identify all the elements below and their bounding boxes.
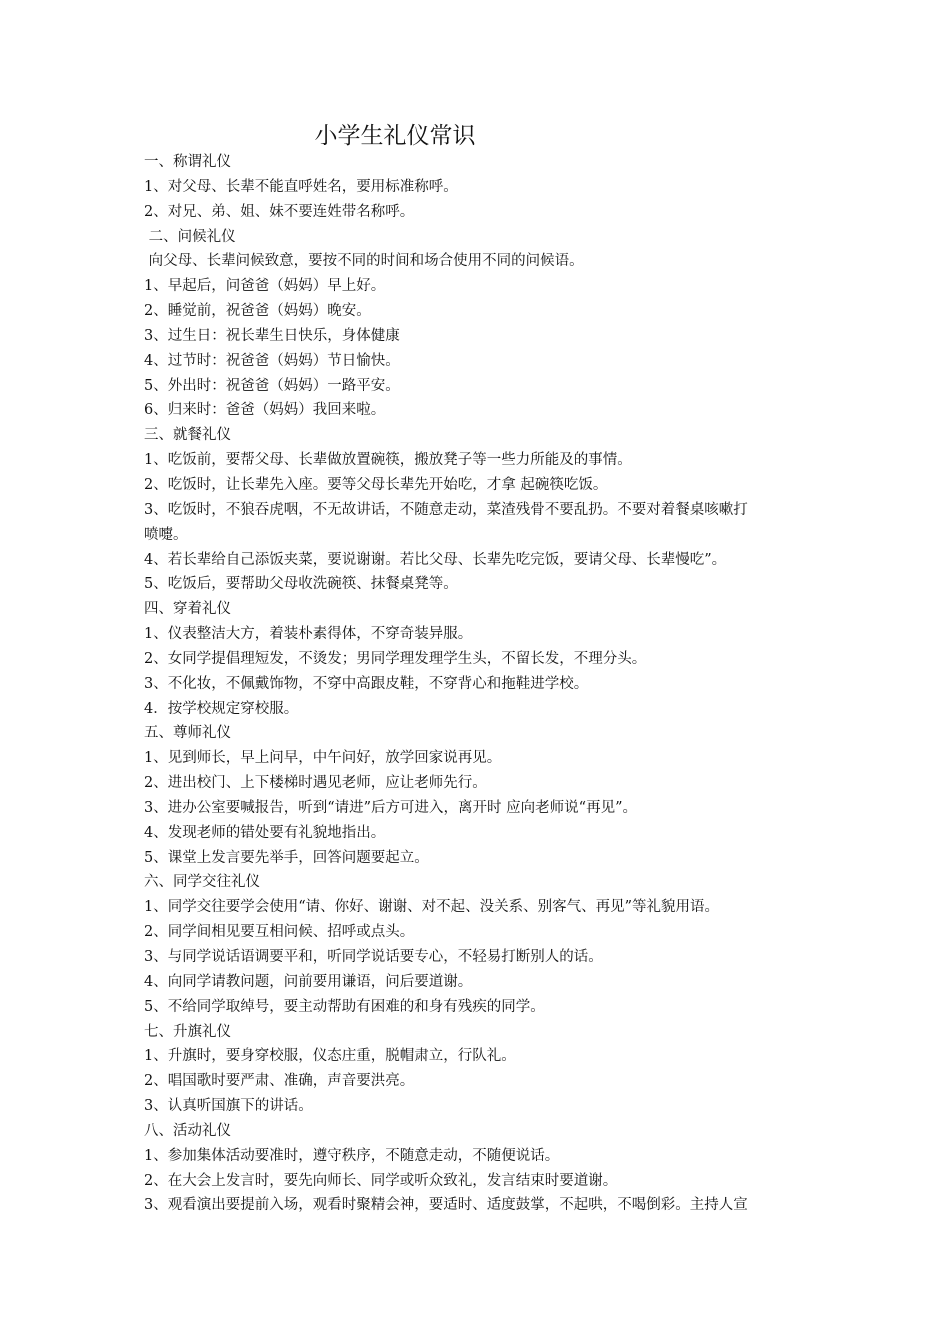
text-line: 喷嚏。 [144,526,188,543]
text-line: 三、就餐礼仪 [144,427,231,444]
text-line: 6、归来时：爸爸（妈妈）我回来啦。 [144,402,386,419]
text-line: 4、若长辈给自己添饭夹菜，要说谢谢。若比父母、长辈先吃完饭，要请父母、长辈慢吃”。 [144,551,727,568]
text-line: 1、吃饭前，要帮父母、长辈做放置碗筷，搬放凳子等一些力所能及的事情。 [144,452,632,469]
text-line: 2、进出校门、上下楼梯时遇见老师，应让老师先行。 [144,775,487,792]
text-line: 5、外出时：祝爸爸（妈妈）一路平安。 [144,377,400,394]
text-line: 4、发现老师的错处要有礼貌地指出。 [144,824,386,841]
text-line: 2、对兄、弟、姐、妹不要连姓带名称呼。 [144,203,415,220]
text-line: 1、同学交往要学会使用“请、你好、谢谢、对不起、没关系、别客气、再见”等礼貌用语。 [144,899,720,916]
text-line: 向父母、长辈问候致意，要按不同的时间和场合使用不同的问候语。 [144,253,584,270]
text-line: 2、吃饭时，让长辈先入座。要等父母长辈先开始吃，才拿 起碗筷吃饭。 [144,476,608,493]
text-line: 3、进办公室要喊报告，听到“请进”后方可进入，离开时 应向老师说“再见”。 [144,799,637,816]
text-line: 1、见到师长，早上问早，中午问好，放学回家说再见。 [144,750,502,767]
text-line: 五、尊师礼仪 [144,725,231,742]
text-line: 1、仪表整洁大方，着装朴素得体，不穿奇装异服。 [144,626,473,643]
text-line: 4、向同学请教问题，问前要用谦语，问后要道谢。 [144,973,473,990]
text-line: 二、问候礼仪 [144,228,236,245]
text-line: 1、早起后，问爸爸（妈妈）早上好。 [144,278,386,295]
text-line: 2、同学间相见要互相问候、招呼或点头。 [144,924,415,941]
text-line: 2、女同学提倡理短发，不烫发；男同学理发理学生头，不留长发，不理分头。 [144,650,647,667]
text-line: 3、与同学说话语调要平和，听同学说话要专心，不轻易打断别人的话。 [144,949,603,965]
document-body [144,150,816,1218]
text-line: 5、不给同学取绰号，要主动帮助有困难的和身有残疾的同学。 [144,998,545,1015]
text-line: 1、升旗时，要身穿校服，仪态庄重，脱帽肃立，行队礼。 [144,1048,516,1065]
text-line: 5、吃饭后，要帮助父母收洗碗筷、抹餐桌凳等。 [144,576,458,593]
text-line: 一、称谓礼仪 [144,154,231,170]
text-line: 1、对父母、长辈不能直呼姓名，要用标准称呼。 [144,178,458,195]
document-title: 小学生礼仪常识 [314,123,476,149]
text-line: 2、在大会上发言时，要先向师长、同学或听众致礼，发言结束时要道谢。 [144,1172,618,1189]
text-line: 1、参加集体活动要准时，遵守秩序，不随意走动，不随便说话。 [144,1147,560,1164]
text-line: 4．按学校规定穿校服。 [144,700,299,717]
text-line: 3、过生日：祝长辈生日快乐，身体健康 [144,327,400,344]
text-line: 3、不化妆，不佩戴饰物，不穿中高跟皮鞋，不穿背心和拖鞋进学校。 [144,675,589,692]
text-line: 七、升旗礼仪 [144,1023,231,1040]
text-line: 四、穿着礼仪 [144,601,231,618]
text-line: 4、过节时：祝爸爸（妈妈）节日愉快。 [144,352,400,369]
text-line: 3、认真听国旗下的讲话。 [144,1098,313,1115]
text-line: 3、吃饭时，不狼吞虎咽，不无故讲话，不随意走动，菜渣残骨不要乱扔。不要对着餐桌咳嗽打 [144,501,748,518]
text-line: 3、观看演出要提前入场，观看时聚精会神，要适时、适度鼓掌，不起哄，不喝倒彩。主持人宣 [144,1197,748,1214]
text-line: 八、活动礼仪 [144,1122,231,1139]
text-line: 5、课堂上发言要先举手，回答问题要起立。 [144,849,429,866]
text-line: 六、同学交往礼仪 [144,874,260,891]
text-line: 2、唱国歌时要严肃、准确，声音要洪亮。 [144,1073,415,1090]
text-line: 2、睡觉前，祝爸爸（妈妈）晚安。 [144,303,371,320]
